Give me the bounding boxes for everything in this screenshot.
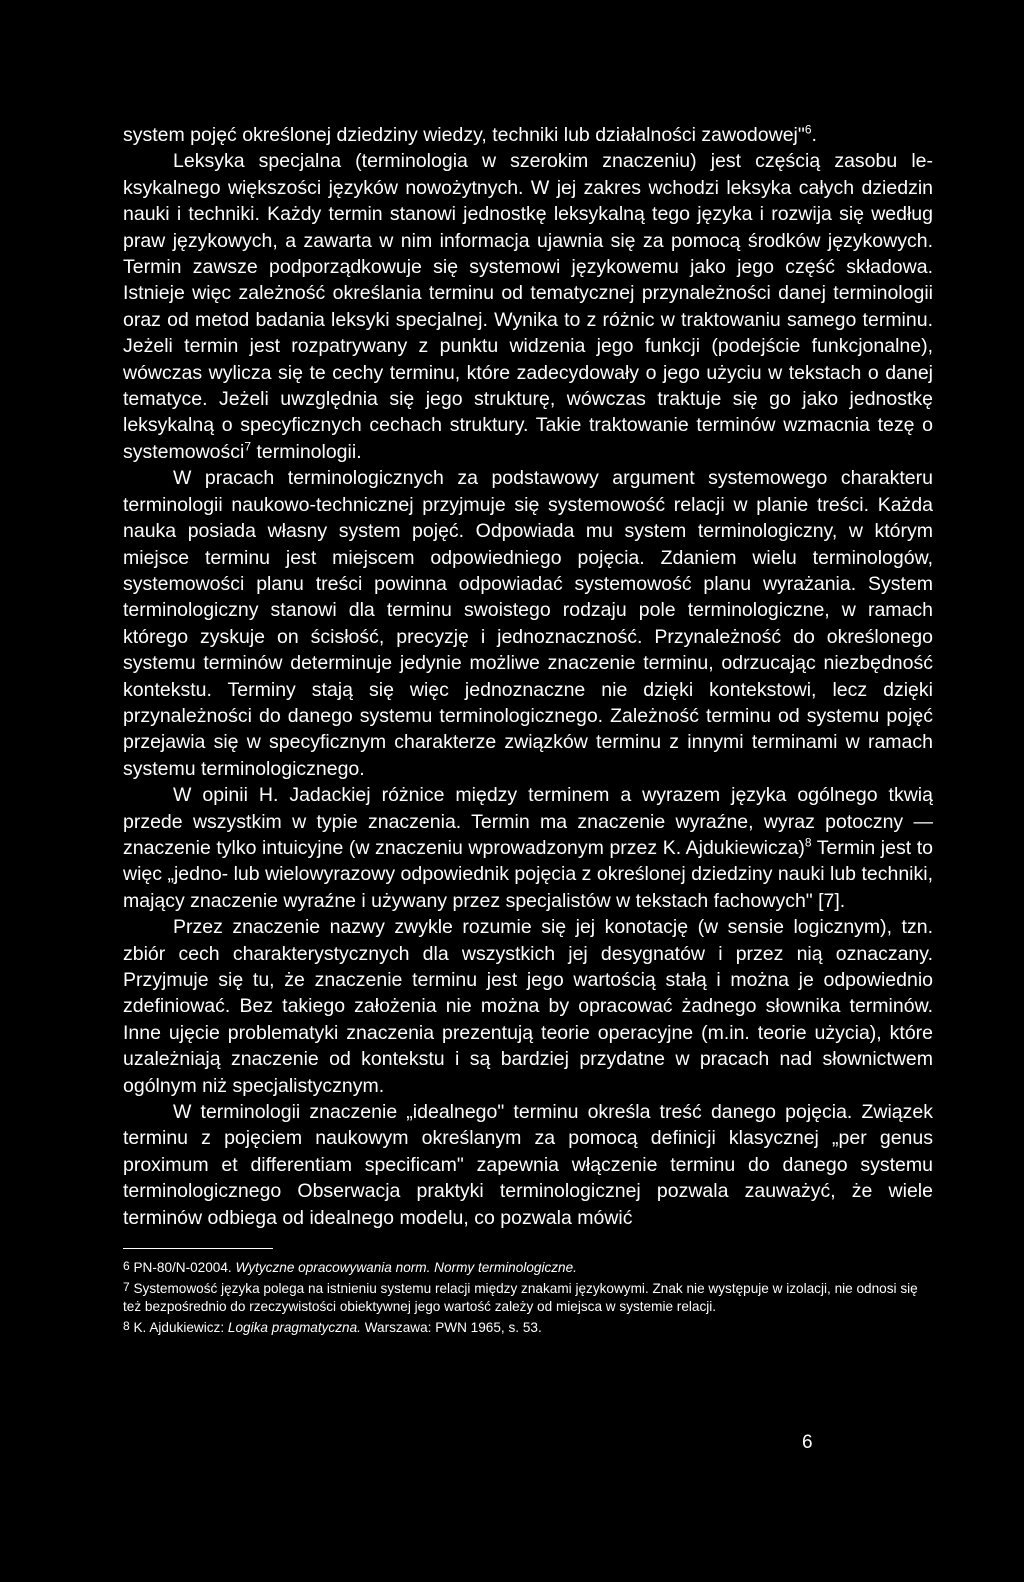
paragraph-text: system pojęć określonej dziedziny wiedzy, techniki lub działalności zawodowej" — [123, 124, 805, 146]
paragraph — [123, 122, 933, 148]
paragraph-text: terminologii. — [251, 440, 362, 463]
page-number: 6 — [802, 1432, 813, 1453]
footnote — [123, 1257, 933, 1278]
paragraph — [123, 914, 933, 1099]
footnote-number: 6 — [123, 1259, 130, 1274]
footnote-title: Logika pragmatyczna. — [227, 1319, 361, 1335]
footnote-text: Warszawa: PWN 1965, s. 53. — [360, 1319, 542, 1335]
footnote — [123, 1278, 933, 1317]
paragraph-text: W pracach terminologicznych za podstawowy argument systemowego charakteru terminologii naukowo-technicznej przyjmuje się systemowość relacji w planie treści. Każda nauka posiada własny system pojęć. Odpowiada mu system terminologiczny, w którym miejsce terminu jest miejscem odpowiedniego pojęcia. Zdaniem wielu terminologów, systemowości planu treści powinna odpowiadać systemowość planu wyrażania. System terminologiczny stanowi dla terminu swoistego rodzaju pole terminologiczne, w ramach którego zyskuje on ścisłość, precyzję i jednoznaczność. Przynależność do określonego systemu terminów determinuje jedynie możliwe znaczenie terminu, odrzucając niezbędność kontekstu. Terminy stają się więc jednoznaczne nie dzięki kontekstowi, lecz dzięki przynależności do danego systemu terminologicznego. Zależność terminu od systemu pojęć przejawia się w specyficznym charakterze związków terminu z innymi terminami w ramach systemu terminologicznego. — [123, 467, 933, 780]
footnote-text: Systemowość języka polega na istnieniu systemu relacji między znakami językowymi. Znak nie występuje w izolacji, nie odnosi się też bezpośrednio do rzeczywistości obiektywnej jego wartość zależy od miejsca w systemie relacji. — [123, 1280, 918, 1315]
footnote-number: 7 — [123, 1279, 130, 1294]
paragraph — [123, 782, 933, 914]
paragraph — [123, 465, 933, 782]
footnote-text: K. Ajdukiewicz: — [133, 1319, 228, 1335]
paragraph-text: . — [811, 124, 817, 146]
footnote — [123, 1317, 933, 1338]
footnote-separator — [123, 1248, 273, 1249]
footnote-ref: 6 — [804, 122, 812, 137]
paragraph — [123, 1099, 933, 1231]
footnotes — [123, 1257, 933, 1337]
page-body — [123, 122, 933, 1337]
footnote-ref: 7 — [244, 439, 252, 454]
paragraph-text: W opinii H. Jadackiej różnice między terminem a wyrazem języka ogólnego tkwią przede wszystkim w typie znaczenia. Termin ma znaczenie wyraźne, wyraz potoczny — znaczenie tylko intuicyjne (w znaczeniu wprowadzonym przez K. Ajdukiewicza) — [123, 784, 933, 859]
paragraph-text: Przez znaczenie nazwy zwykle rozumie się jej konotację (w sensie logicznym), tzn. zbiór cech charakterystycznych dla wszystkich jej desygnatów i przez nią oznaczany. Przyjmuje się tu, że znaczenie terminu jest jego wartością stałą i można je odpowiednio zdefiniować. Bez takiego założenia nie można by opracować żadnego słownika terminów. Inne ujęcie problematyki znaczenia prezentują teorie operacyjne (m.in. teorie użycia), które uzależniają znaczenie od kontekstu i są bardziej przydatne w pracach nad słownictwem ogólnym niż specjalistycznym. — [123, 916, 933, 1097]
paragraph-text: Termin jest to więc „jedno- lub wielowyrazowy odpowiednik pojęcia z określonej dziedziny nauki lub techniki, mający znaczenie wyraźne i używany przez specjalistów w tekstach fachowych" [7]. — [123, 836, 933, 912]
paragraph — [123, 148, 933, 465]
footnote-title: Wytyczne opracowywania norm. Normy terminologiczne. — [235, 1260, 577, 1276]
paragraph-text: Leksyka specjalna (terminologia w szerokim znaczeniu) jest częścią zasobu leksykalnego większości języków nowożytnych. W jej zakres wchodzi leksyka całych dziedzin nauki i techniki. Każdy termin stanowi jednostkę leksykalną tego języka i rozwija się według praw językowych, a zawarta w nim informacja ujawnia się za pomocą środków językowych. Termin zawsze podporządkowuje się systemowi językowemu jako jego część składowa. Istnieje więc zależność określania terminu od tematycznej przynależności danej terminologii oraz od metod badania leksyki specjalnej. Wynika to z różnic w traktowaniu samego terminu. Jeżeli termin jest rozpatrywany z punktu widzenia jego funkcji (podejście funkcjonalne), wówczas wylicza się te cechy terminu, które zadecydowały o jego użyciu w tekstach o danej tematyce. Jeżeli uwzględnia się jego strukturę, wówczas traktuje się go jako jednostkę leksykalną o specyficznych cechach struktury. Takie traktowanie terminów wzmacnia tezę o systemowości — [123, 150, 933, 463]
main-text — [123, 122, 933, 1231]
footnote-number: 8 — [123, 1318, 130, 1333]
footnote-text: PN-80/N-02004. — [133, 1260, 236, 1276]
paragraph-text: W terminologii znaczenie „idealnego" terminu określa treść danego pojęcia. Związek terminu z pojęciem naukowym określanym za pomocą definicji klasycznej „per genus proximum et differentiam specificam" zapewnia włączenie terminu do danego systemu terminologicznego Obserwacja praktyki terminologicznej pozwala zauważyć, że wiele terminów odbiega od idealnego modelu, co pozwala mówić — [123, 1101, 933, 1229]
footnote-ref: 8 — [804, 835, 812, 850]
